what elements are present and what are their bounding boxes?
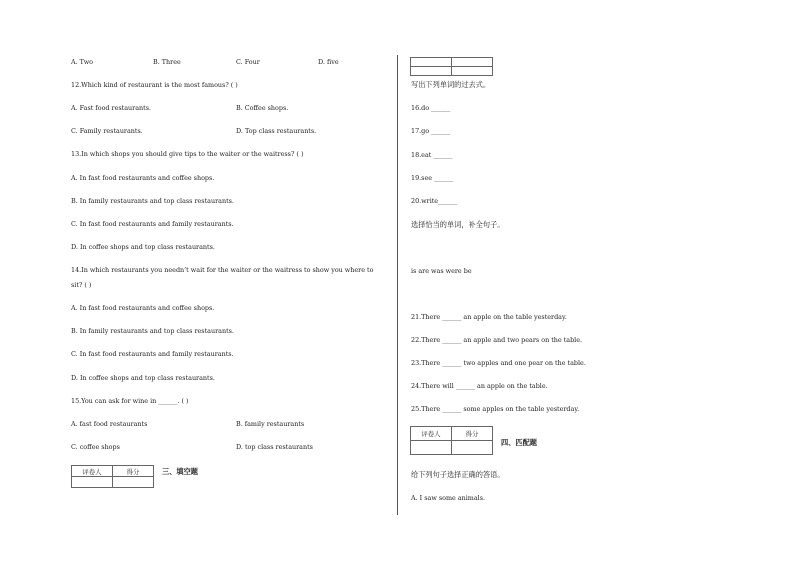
reviewer-cell [411,441,452,455]
word-19: 19.see ______ [411,174,454,182]
q14-option-c: C. In fast food restaurants and family restaurants. [71,350,234,358]
q13-question: 13.In which shops you should give tips to the waiter or the waitress? ( ) [71,150,304,158]
word-17: 17.go ______ [411,127,451,135]
sentence-22: 22.There ______ an apple and two pears on the table. [411,336,583,344]
word-16: 16.do ______ [411,104,451,112]
sentence-25: 25.There ______ some apples on the table yesterday. [411,405,580,413]
q11-option-d: D. five [318,58,339,66]
reviewer-cell [411,58,452,67]
score-box-section3 [71,465,154,488]
word-bank: is are was were be [411,267,472,275]
column-divider [397,55,398,515]
reviewer-cell [411,67,452,76]
q12-option-c: C. Family restaurants. [71,127,143,135]
q15-question: 15.You can ask for wine in ______. ( ) [71,397,189,405]
q13-option-a: A. In fast food restaurants and coffee shops. [71,174,215,182]
score-cell [452,441,493,455]
section3-title: 三、填空题 [162,467,198,476]
q13-option-b: B. In family restaurants and top class restaurants. [71,197,234,205]
score-box-section4 [410,426,493,455]
q12-option-b: B. Coffee shops. [236,104,289,112]
q14-option-a: A. In fast food restaurants and coffee shops. [71,304,215,312]
q12-question: 12.Which kind of restaurant is the most famous? ( ) [71,81,238,89]
score-cell [113,477,154,488]
q15-option-d: D. top class restaurants [236,443,313,451]
q11-option-b: B. Three [153,58,181,66]
q12-option-d: D. Top class restaurants. [236,127,317,135]
q11-option-a: A. Two [71,58,94,66]
score-box-top [410,57,493,76]
q15-option-a: A. fast food restaurants [71,420,148,428]
q12-option-a: A. Fast food restaurants. [71,104,152,112]
q15-option-c: C. coffee shops [71,443,120,451]
instruction-past-tense: 写出下列单词的过去式。 [411,80,491,89]
q14-option-d: D. In coffee shops and top class restaurants. [71,374,215,382]
score-label: 得分 [452,427,493,441]
q13-option-d: D. In coffee shops and top class restaurants. [71,243,215,251]
reviewer-cell [72,477,113,488]
instruction-fill-words: 选择恰当的单词，补全句子。 [411,220,505,229]
score-label: 得分 [113,466,154,477]
sentence-23: 23.There ______ two apples and one pear on the table. [411,359,586,367]
q15-option-b: B. family restaurants [236,420,305,428]
reviewer-label: 评卷人 [411,427,452,441]
answer-option-a: A. I saw some animals. [411,494,486,502]
q14-option-b: B. In family restaurants and top class restaurants. [71,327,234,335]
q14-question-line1: 14.In which restaurants you needn’t wait for the waiter or the waitress to show you where to [71,266,374,274]
sentence-21: 21.There ______ an apple on the table yesterday. [411,313,567,321]
q13-option-c: C. In fast food restaurants and family restaurants. [71,220,234,228]
instruction-choose-answer: 给下列句子选择正确的答语。 [411,470,505,479]
section4-title: 四、匹配题 [501,438,537,447]
q14-question-line2: sit? ( ) [71,281,92,289]
word-20: 20.write______ [411,197,458,205]
reviewer-label: 评卷人 [72,466,113,477]
score-cell [452,58,493,67]
q11-option-c: C. Four [236,58,260,66]
sentence-24: 24.There will ______ an apple on the table. [411,382,548,390]
score-cell [452,67,493,76]
word-18: 18.eat ______ [411,151,453,159]
